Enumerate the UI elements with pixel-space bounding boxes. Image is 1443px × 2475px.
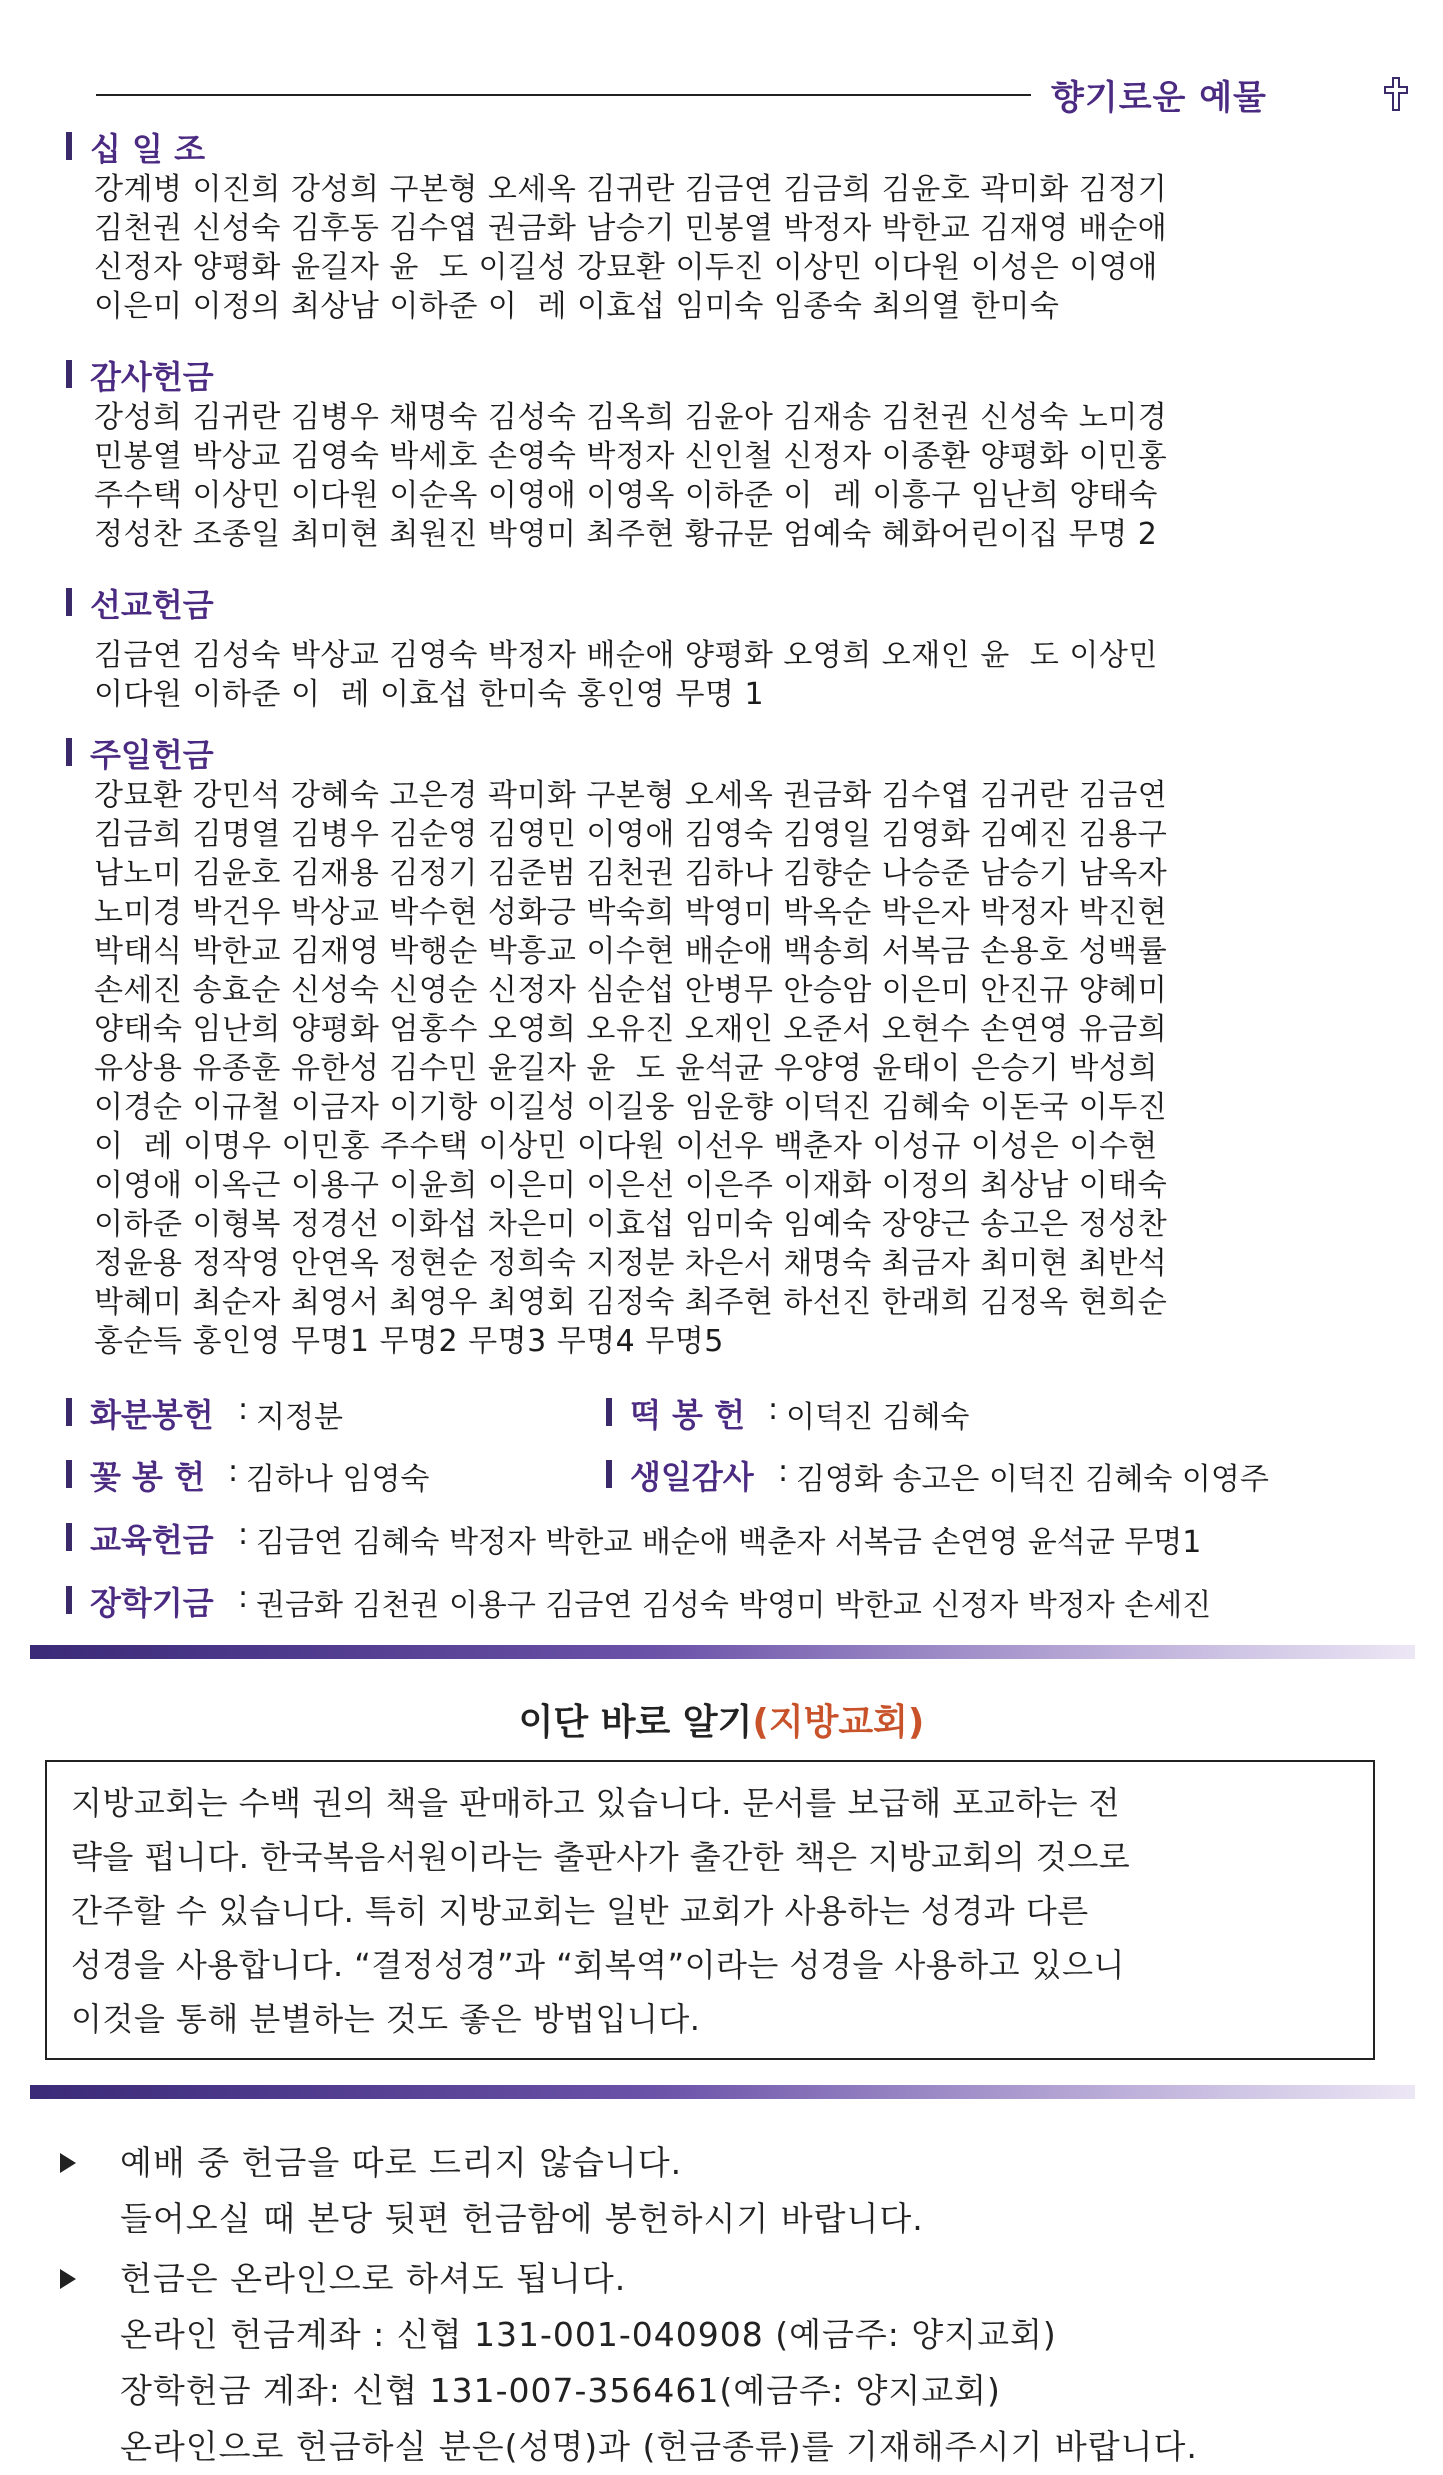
thanks-offering-section bbox=[60, 352, 1420, 554]
rice-cake-offering-title: 떡 봉 헌 bbox=[630, 1396, 746, 1434]
education-offering-names: 김금연 김혜숙 박정자 박한교 배순애 백춘자 서복금 손연영 윤석균 무명1 bbox=[256, 1525, 1202, 1560]
thanks-offering-title: 감사헌금 bbox=[90, 358, 214, 396]
section-bar bbox=[66, 132, 72, 160]
info-box-title-main: 이단 바로 알기 bbox=[518, 1702, 753, 1743]
sunday-offering-names bbox=[94, 776, 1420, 1361]
triangle-bullet-icon bbox=[60, 2153, 76, 2173]
info-line: 성경을 사용합니다. “결정성경”과 “회복역”이라는 성경을 사용하고 있으니 bbox=[71, 1946, 1125, 1984]
colon: : bbox=[238, 1517, 249, 1552]
flower-vase-offering-row bbox=[60, 1390, 660, 1435]
notice-item bbox=[60, 2135, 1420, 2247]
education-offering-title: 교육헌금 bbox=[90, 1521, 214, 1559]
rice-cake-offering-names: 이덕진 김혜숙 bbox=[786, 1400, 970, 1435]
name-line: 김천권 신성숙 김후동 김수엽 권금화 남승기 민봉열 박정자 박한교 김재영 배순애 bbox=[94, 211, 1168, 246]
mission-offering-section bbox=[60, 580, 1420, 714]
notice-item bbox=[60, 2251, 1420, 2475]
notice-line: 장학헌금 계좌: 신협 131-007-356461(예금주: 양지교회) bbox=[120, 2371, 1001, 2410]
mission-offering-names bbox=[94, 636, 1420, 714]
education-offering-row bbox=[60, 1515, 1430, 1560]
colon: : bbox=[768, 1392, 779, 1427]
info-line: 지방교회는 수백 권의 책을 판매하고 있습니다. 문서를 보급해 포교하는 전 bbox=[71, 1784, 1121, 1822]
sunday-offering-title: 주일헌금 bbox=[90, 736, 214, 774]
section-bar bbox=[66, 1460, 72, 1488]
name-line: 유상용 유종훈 유한성 김수민 윤길자 윤 도 윤석균 우양영 윤태이 은승기 박성희 bbox=[94, 1051, 1158, 1086]
page-header bbox=[96, 66, 1396, 126]
cult-awareness-box bbox=[45, 1760, 1375, 2060]
section-bar bbox=[66, 738, 72, 766]
rice-cake-offering-row bbox=[600, 1390, 1300, 1435]
name-line: 양태숙 임난희 양평화 엄홍수 오영희 오유진 오재인 오준서 오현수 손연영 유금희 bbox=[94, 1012, 1168, 1047]
notice-line: 온라인 헌금계좌 : 신협 131-001-040908 (예금주: 양지교회) bbox=[120, 2315, 1057, 2354]
birthday-thanks-row bbox=[600, 1452, 1400, 1497]
name-line: 손세진 송효순 신성숙 신영순 신정자 심순섭 안병무 안승암 이은미 안진규 양혜미 bbox=[94, 973, 1168, 1008]
name-line: 박태식 박한교 김재영 박행순 박흥교 이수현 배순애 백송희 서복금 손용호 성백률 bbox=[94, 934, 1168, 969]
info-line: 간주할 수 있습니다. 특히 지방교회는 일반 교회가 사용하는 성경과 다른 bbox=[71, 1892, 1089, 1930]
section-bar bbox=[66, 1398, 72, 1426]
section-divider bbox=[30, 2085, 1415, 2099]
notice-line: 들어오실 때 본당 뒷편 헌금함에 봉헌하시기 바랍니다. bbox=[120, 2199, 924, 2238]
tithe-names bbox=[94, 170, 1420, 326]
name-line: 남노미 김윤호 김재용 김정기 김준범 김천권 김하나 김향순 나승준 남승기 남옥자 bbox=[94, 856, 1168, 891]
section-bar bbox=[606, 1460, 612, 1488]
name-line: 이은미 이정의 최상남 이하준 이 레 이효섭 임미숙 임종숙 최의열 한미숙 bbox=[94, 289, 1060, 324]
header-rule bbox=[96, 94, 1031, 96]
name-line: 신정자 양평화 윤길자 윤 도 이길성 강묘환 이두진 이상민 이다원 이성은 이영애 bbox=[94, 250, 1158, 285]
notice-line: 예배 중 헌금을 따로 드리지 않습니다. bbox=[120, 2143, 683, 2182]
sunday-offering-section bbox=[60, 730, 1420, 1361]
name-line: 이경순 이규철 이금자 이기항 이길성 이길웅 임운향 이덕진 김혜숙 이돈국 이두진 bbox=[94, 1090, 1168, 1125]
triangle-bullet-icon bbox=[60, 2269, 76, 2289]
scholarship-fund-title: 장학기금 bbox=[90, 1584, 214, 1622]
thanks-offering-names bbox=[94, 398, 1420, 554]
name-line: 정성찬 조종일 최미현 최원진 박영미 최주현 황규문 엄예숙 혜화어린이집 무명 2 bbox=[94, 517, 1158, 552]
mission-offering-title: 선교헌금 bbox=[90, 586, 214, 624]
section-bar bbox=[66, 588, 72, 616]
name-line: 정윤용 정작영 안연옥 정현순 정희숙 지정분 차은서 채명숙 최금자 최미현 최반석 bbox=[94, 1246, 1168, 1281]
flower-vase-offering-names: 지정분 bbox=[256, 1400, 343, 1435]
tithe-section bbox=[60, 124, 1420, 326]
name-line: 노미경 박건우 박상교 박수현 성화긍 박숙희 박영미 박옥순 박은자 박정자 박진현 bbox=[94, 895, 1168, 930]
info-box-title bbox=[0, 1694, 1443, 1745]
name-line: 이 레 이명우 이민홍 주수택 이상민 이다원 이선우 백춘자 이성규 이성은 이수현 bbox=[94, 1129, 1158, 1164]
flower-offering-title: 꽃 봉 헌 bbox=[90, 1458, 206, 1496]
cross-icon bbox=[1383, 76, 1409, 112]
colon: : bbox=[238, 1580, 249, 1615]
name-line: 이다원 이하준 이 레 이효섭 한미숙 홍인영 무명 1 bbox=[94, 677, 765, 712]
name-line: 이하준 이형복 정경선 이화섭 차은미 이효섭 임미숙 임예숙 장양근 송고은 정성찬 bbox=[94, 1207, 1168, 1242]
tithe-title: 십 일 조 bbox=[90, 130, 206, 168]
section-bar bbox=[66, 1586, 72, 1614]
scholarship-fund-row bbox=[60, 1578, 1430, 1623]
name-line: 주수택 이상민 이다원 이순옥 이영애 이영옥 이하준 이 레 이흥구 임난희 양태숙 bbox=[94, 478, 1158, 513]
section-bar bbox=[66, 360, 72, 388]
scholarship-fund-names: 권금화 김천권 이용구 김금연 김성숙 박영미 박한교 신정자 박정자 손세진 bbox=[256, 1588, 1212, 1623]
birthday-thanks-names: 김영화 송고은 이덕진 김혜숙 이영주 bbox=[796, 1462, 1269, 1497]
flower-offering-names: 김하나 임영숙 bbox=[246, 1462, 430, 1497]
flower-offering-row bbox=[60, 1452, 660, 1497]
section-bar bbox=[606, 1398, 612, 1426]
page-title: 향기로운 예물 bbox=[1051, 78, 1267, 118]
info-line: 이것을 통해 분별하는 것도 좋은 방법입니다. bbox=[71, 2000, 701, 2038]
name-line: 민봉열 박상교 김영숙 박세호 손영숙 박정자 신인철 신정자 이종환 양평화 이민홍 bbox=[94, 439, 1168, 474]
name-line: 이영애 이옥근 이용구 이윤희 이은미 이은선 이은주 이재화 이정의 최상남 이태숙 bbox=[94, 1168, 1168, 1203]
colon: : bbox=[778, 1454, 789, 1489]
name-line: 김금연 김성숙 박상교 김영숙 박정자 배순애 양평화 오영희 오재인 윤 도 이상민 bbox=[94, 638, 1158, 673]
section-divider bbox=[30, 1645, 1415, 1659]
birthday-thanks-title: 생일감사 bbox=[630, 1458, 754, 1496]
colon: : bbox=[228, 1454, 239, 1489]
name-line: 강계병 이진희 강성희 구본형 오세옥 김귀란 김금연 김금희 김윤호 곽미화 김정기 bbox=[94, 172, 1168, 207]
section-bar bbox=[66, 1523, 72, 1551]
notice-line: 헌금은 온라인으로 하셔도 됩니다. bbox=[120, 2259, 627, 2298]
info-line: 략을 펍니다. 한국복음서원이라는 출판사가 출간한 책은 지방교회의 것으로 bbox=[71, 1838, 1131, 1876]
name-line: 강성희 김귀란 김병우 채명숙 김성숙 김옥희 김윤아 김재송 김천권 신성숙 노미경 bbox=[94, 400, 1168, 435]
info-box-title-accent: (지방교회) bbox=[752, 1702, 925, 1743]
notice-line: 온라인으로 헌금하실 분은(성명)과 (헌금종류)를 기재해주시기 바랍니다. bbox=[120, 2427, 1198, 2466]
name-line: 박혜미 최순자 최영서 최영우 최영회 김정숙 최주현 하선진 한래희 김정옥 현희순 bbox=[94, 1285, 1168, 1320]
name-line: 홍순득 홍인영 무명1 무명2 무명3 무명4 무명5 bbox=[94, 1324, 724, 1359]
flower-vase-offering-title: 화분봉헌 bbox=[90, 1396, 214, 1434]
colon: : bbox=[238, 1392, 249, 1427]
name-line: 김금희 김명열 김병우 김순영 김영민 이영애 김영숙 김영일 김영화 김예진 김용구 bbox=[94, 817, 1168, 852]
name-line: 강묘환 강민석 강혜숙 고은경 곽미화 구본형 오세옥 권금화 김수엽 김귀란 김금연 bbox=[94, 778, 1168, 813]
offering-notices bbox=[60, 2135, 1420, 2475]
